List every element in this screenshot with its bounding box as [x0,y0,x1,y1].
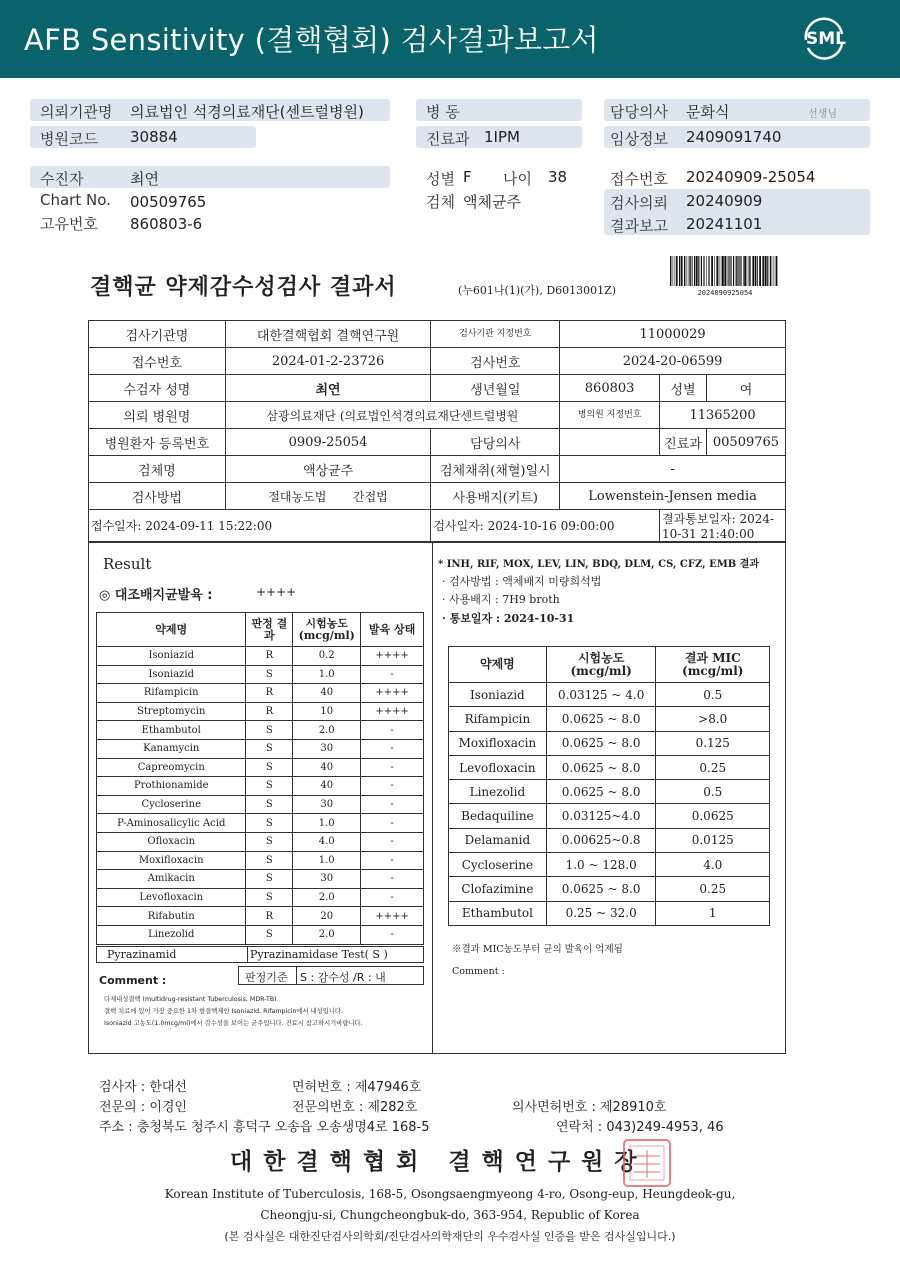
specimen-value: 액체균주 [463,193,521,211]
result-cell: S [246,832,293,851]
table-row [97,795,424,814]
medium-label: 사용배지(키트) [431,483,560,510]
result-cell: 1.0 [293,814,361,833]
mic-cell: 0.03125~4.0 [546,804,656,828]
mic-cell: 0.0125 [656,828,770,852]
result-cell: S [246,870,293,889]
test-no-value: 2024-20-06599 [560,348,786,375]
mic-table [448,646,770,926]
pyrazinamid-row [96,946,424,963]
method1-value: 절대농도법 [268,489,327,504]
mic-cell: 0.0625 [656,804,770,828]
result-cell: 2.0 [293,721,361,740]
table-row [97,832,424,851]
table-row [449,828,770,852]
receipt-value: 20240909-25054 [686,168,816,186]
result-cell: S [246,777,293,796]
result-cell: Isoniazid [97,647,246,666]
hosp-code-value: 11365200 [660,402,786,429]
barcode-icon [670,256,780,286]
address: 주소 : 충청북도 청주시 흥덕구 오송읍 오송생명4로 168-5 [99,1120,430,1135]
mic-cell: 0.125 [656,731,770,755]
table-row [449,683,770,707]
report-label: 결과보고 [610,217,668,235]
hospital-code-label: 병원코드 [40,130,98,148]
doc-value [560,429,660,456]
mic-cell: Isoniazid [449,683,547,707]
report-value: 20241101 [686,215,763,233]
result-cell: Ofloxacin [97,832,246,851]
collect-label: 검체채취(채혈)일시 [431,456,560,483]
name-value: 최연 [225,375,431,402]
result-cell: ++++ [361,647,424,666]
mic-cell: Rifampicin [449,707,547,731]
mic-cell: 0.0625 ~ 8.0 [546,877,656,901]
comment-line: 결핵 치료에 있어 가장 중요한 1차 항결핵제인 Isoniazid, Rifampicin에서 내성입니다. [104,1008,344,1015]
req-hosp-value: 삼광의료재단 (의료법인석경의료재단센트럴병원 [225,402,559,429]
test-no-label: 검사번호 [431,348,560,375]
clinical-value: 2409091740 [686,128,782,146]
hospital-code-value: 30884 [130,128,178,146]
result-cell: R [246,907,293,926]
age-value: 38 [548,168,568,186]
age-label: 나이 [503,170,532,188]
result-cell: R [246,684,293,703]
result-cell: - [361,888,424,907]
table-row [449,707,770,731]
mic-cell: >8.0 [656,707,770,731]
doctor-value: 문화식 [686,103,730,121]
mic-cell: 0.25 [656,755,770,779]
method2-value: 간접법 [353,489,388,504]
result-cell: - [361,721,424,740]
result-cell: Cycloserine [97,795,246,814]
certification-note: (본 검사실은 대한진단검사의학회/진단검사의학재단의 우수검사실 인증을 받은 검사실입니다.) [224,1230,676,1243]
logo-text: SML [806,29,846,49]
criteria-value: S : 감수성 /R : 내 [300,971,386,984]
result-cell: Moxifloxacin [97,851,246,870]
chart-value: 00509765 [130,193,207,211]
mic-cell: Moxifloxacin [449,731,547,755]
mic-cell: Clofazimine [449,877,547,901]
org-english-line2: Cheongju-si, Chungcheongbuk-do, 363-954, Republic of Korea [260,1208,640,1222]
result-cell: 20 [293,907,361,926]
result-header-cell: 판정 결과 [246,613,293,647]
reg-value: 0909-25054 [225,429,431,456]
subject-label: 수진자 [40,170,84,188]
org-name: 대한결핵협회 결핵연구원장 [230,1148,648,1175]
dept-label: 진료과 [426,130,470,148]
table-row [97,702,424,721]
mic-cell: 0.0625 ~ 8.0 [546,707,656,731]
result-cell: Streptomycin [97,702,246,721]
table-row [97,888,424,907]
result-cell: S [246,795,293,814]
sex-value-cell: 여 [706,375,785,402]
report-subtitle: (누601나(1)(가), D6013001Z) [458,284,617,297]
result-cell: Rifabutin [97,907,246,926]
received-date: 접수일자: 2024-09-11 15:22:00 [89,510,431,542]
result-cell: 10 [293,702,361,721]
tester: 검사자 : 한대선 [99,1080,187,1095]
result-cell: - [361,814,424,833]
mic-comment: Comment : [452,966,505,977]
table-row [97,777,424,796]
spec-label: 검체명 [89,456,226,483]
result-cell: Ethambutol [97,721,246,740]
table-row [97,684,424,703]
result-cell: 40 [293,684,361,703]
comment-text [104,994,363,1030]
result-cell: - [361,870,424,889]
table-row [97,665,424,684]
result-cell: ++++ [361,907,424,926]
mic-cell: 0.03125 ~ 4.0 [546,683,656,707]
result-cell: - [361,758,424,777]
control-label: ◎ 대조배지균발육 : [99,588,213,603]
result-cell: - [361,777,424,796]
result-cell: - [361,739,424,758]
result-cell: 4.0 [293,832,361,851]
mic-header-cell: 결과 MIC (mcg/ml) [656,647,770,683]
section-divider [432,542,433,1054]
hosp-code-label: 병의원 지정번호 [560,402,660,429]
result-cell: - [361,925,424,944]
mic-cell: Ethambutol [449,901,547,925]
table-row [97,925,424,944]
ward-label: 병 동 [426,103,460,121]
result-cell: R [246,702,293,721]
table-row [449,877,770,901]
result-header-cell: 발육 상태 [361,613,424,647]
table-row [97,647,424,666]
dob-label: 생년월일 [431,375,560,402]
tested-date: 검사일자: 2024-10-16 09:00:00 [431,510,660,542]
org-english-line1: Korean Institute of Tuberculosis, 168-5, Osongsaengmyeong 4-ro, Osong-eup, Heungdeok-gu, [164,1187,736,1201]
pyrazinamid-label: Pyrazinamid [107,948,177,961]
mic-cell: 1 [656,901,770,925]
specialist-no: 전문의번호 : 제282호 [292,1100,418,1115]
result-cell: S [246,851,293,870]
result-header-cell: 시험농도 (mcg/ml) [293,613,361,647]
result-cell: 0.2 [293,647,361,666]
criteria-label: 판정기준 [245,971,288,984]
doctor-label: 담당의사 [610,103,668,121]
request-value: 20240909 [686,192,763,210]
result-cell: 2.0 [293,888,361,907]
result-cell: P-Aminosalicylic Acid [97,814,246,833]
result-cell: Capreomycin [97,758,246,777]
result-header-cell: 약제명 [97,613,246,647]
mic-cell: 0.25 ~ 32.0 [546,901,656,925]
institution-label: 의뢰기관명 [40,103,113,121]
doc-label: 담당의사 [431,429,560,456]
pyrazinamid-test: Pyrazinamidase Test( S ) [250,948,388,961]
result-cell: S [246,758,293,777]
mic-header-cell: 시험농도 (mcg/ml) [546,647,656,683]
result-cell: ++++ [361,702,424,721]
table-row [449,780,770,804]
mic-cell: 1.0 ~ 128.0 [546,853,656,877]
mic-cell: 0.25 [656,877,770,901]
notified-date: 결과통보일자: 2024-10-31 21:40:00 [660,510,786,542]
result-cell: 30 [293,795,361,814]
reg-label: 병원환자 등록번호 [89,429,226,456]
table-row [449,731,770,755]
specimen-label: 검체 [426,193,455,211]
mic-medium: · 사용배지 : 7H9 broth [442,593,560,606]
request-label: 검사의뢰 [610,194,668,212]
accept-label: 접수번호 [89,348,226,375]
mic-cell: 0.0625 ~ 8.0 [546,731,656,755]
mic-method: · 검사방법 : 액체배지 미량희석법 [442,575,602,588]
dept-label-cell: 진료과 [660,429,707,456]
report-title: 결핵균 약제감수성검사 결과서 [90,274,397,300]
specialist: 전문의 : 이경인 [99,1100,187,1115]
result-cell: S [246,925,293,944]
mic-cell: Delamanid [449,828,547,852]
unique-label: 고유번호 [40,215,98,233]
name-label: 수검자 성명 [89,375,226,402]
table-row [97,870,424,889]
table-row [97,739,424,758]
page-title: AFB Sensitivity (결핵협회) 검사결과보고서 [24,23,599,57]
result-cell: Kanamycin [97,739,246,758]
result-cell: 2.0 [293,925,361,944]
inst-code-label: 검사기관 지정번호 [431,321,560,348]
dept-value: 1IPM [484,128,520,146]
barcode-number: 2024090925054 [697,289,753,297]
result-title: Result [103,555,152,573]
result-cell: S [246,814,293,833]
result-cell: 40 [293,758,361,777]
result-cell: 1.0 [293,851,361,870]
inst-value: 대한결핵협회 결핵연구원 [225,321,431,348]
table-row [97,758,424,777]
inst-label: 검사기관명 [89,321,226,348]
table-row [97,907,424,926]
result-cell: S [246,739,293,758]
official-seal-icon [622,1138,672,1188]
method-label: 검사방법 [89,483,226,510]
mic-footnote: ※결과 MIC농도부터 균의 발육이 억제됨 [452,944,623,955]
table-row [449,755,770,779]
result-cell: S [246,888,293,907]
contact: 연락처 : 043)249-4953, 46 [556,1120,724,1135]
clinical-label: 임상정보 [610,130,668,148]
criteria-box [238,966,424,985]
mic-cell: 0.0625 ~ 8.0 [546,755,656,779]
result-cell: 30 [293,739,361,758]
mic-date: · 통보일자 : 2024-10-31 [442,612,575,625]
mic-cell: Linezolid [449,780,547,804]
result-cell: Isoniazid [97,665,246,684]
receipt-label: 접수번호 [610,170,668,188]
medium-value: Lowenstein-Jensen media [560,483,786,510]
spec-value: 액상균주 [225,456,431,483]
result-cell: Linezolid [97,925,246,944]
mic-cell: Cycloserine [449,853,547,877]
table-row [97,814,424,833]
accept-value: 2024-01-2-23726 [225,348,431,375]
result-cell: Rifampicin [97,684,246,703]
table-row [449,804,770,828]
req-hosp-label: 의뢰 병원명 [89,402,226,429]
comment-line: 다제내성결핵 (multidrug-resistant Tuberculosis, MDR-TB) [104,996,277,1003]
result-cell: Levofloxacin [97,888,246,907]
result-cell: - [361,851,424,870]
result-cell: - [361,832,424,851]
report-info-table [88,320,786,542]
dept-value-cell: 00509765 [706,429,785,456]
result-cell: - [361,665,424,684]
sex-value: F [463,168,472,186]
table-row [449,901,770,925]
dob-value: 860803 [560,375,660,402]
unique-value: 860803-6 [130,215,203,233]
result-cell: Prothionamide [97,777,246,796]
mic-cell: 0.00625~0.8 [546,828,656,852]
mic-note: * INH, RIF, MOX, LEV, LIN, BDQ, DLM, CS, CFZ, EMB 결과 [438,559,760,570]
result-cell: S [246,665,293,684]
header-bar [0,0,900,78]
doctor-suffix: 선생님 [808,109,837,120]
table-row [449,853,770,877]
collect-value: - [560,456,786,483]
mic-header-cell: 약제명 [449,647,547,683]
result-cell: 30 [293,870,361,889]
chart-label: Chart No. [40,191,111,209]
tester-license: 면허번호 : 제47946호 [292,1080,422,1095]
result-cell: 40 [293,777,361,796]
mic-cell: Bedaquiline [449,804,547,828]
sex-label: 성별 [426,170,455,188]
sex-label-cell: 성별 [660,375,707,402]
doctor-license: 의사면허번호 : 제28910호 [512,1100,667,1115]
table-row [97,721,424,740]
mic-cell: Levofloxacin [449,755,547,779]
result-cell: R [246,647,293,666]
result-cell: ++++ [361,684,424,703]
mic-cell: 0.0625 ~ 8.0 [546,780,656,804]
inst-code-value: 11000029 [560,321,786,348]
table-row [97,851,424,870]
institution-value: 의료법인 석경의료재단(센트럴병원) [130,103,364,121]
comment-line: Isoniazid 고농도(1.0mcg/ml)에서 감수성을 보이는 균주입니다. 진료시 참고하시기바랍니다. [104,1020,363,1027]
comment-label: Comment : [99,974,167,987]
result-cell: 1.0 [293,665,361,684]
control-value: ++++ [256,585,297,599]
result-table [96,612,424,945]
mic-cell: 0.5 [656,683,770,707]
subject-value: 최연 [130,170,159,188]
result-cell: Amikacin [97,870,246,889]
mic-cell: 0.5 [656,780,770,804]
mic-cell: 4.0 [656,853,770,877]
result-cell: S [246,721,293,740]
result-cell: - [361,795,424,814]
